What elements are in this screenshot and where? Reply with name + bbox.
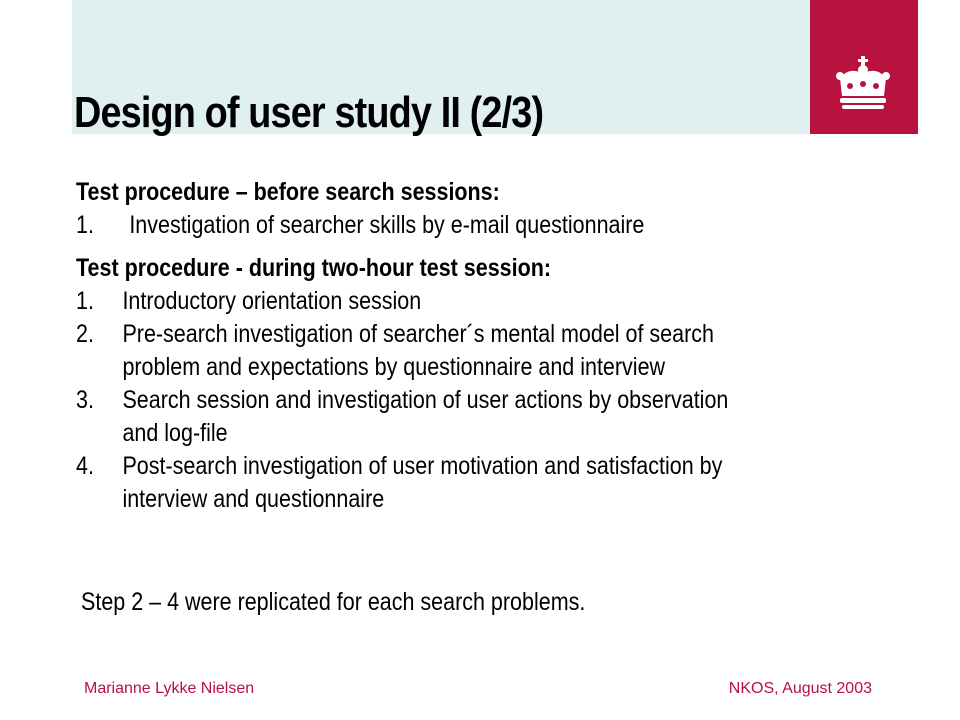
slide-title: Design of user study II (2/3) (74, 88, 544, 137)
list-item (76, 285, 833, 318)
item-text: Investigation of searcher skills by e-mail questionnaire (129, 211, 645, 239)
section-heading: Test procedure - during two-hour test session: (76, 254, 552, 282)
section-during-session (76, 252, 833, 516)
footer-author: Marianne Lykke Nielsen (84, 680, 255, 697)
section-before-sessions (76, 176, 833, 242)
item-number: 4. (76, 452, 94, 480)
list-item (76, 209, 833, 242)
item-text-continued: and log-file (122, 419, 228, 447)
item-text: Pre-search investigation of searcher´s mental model of search (122, 320, 714, 348)
item-text: Search session and investigation of user actions by observation (122, 386, 729, 414)
crown-icon (810, 0, 916, 134)
item-text-continued: problem and expectations by questionnaire and interview (122, 353, 666, 381)
item-text: Introductory orientation session (122, 287, 422, 315)
list-item (76, 384, 833, 450)
summary-text: Step 2 – 4 were replicated for each search problems. (81, 588, 586, 616)
step-list (76, 209, 833, 242)
list-item (76, 318, 833, 384)
logo-divider (916, 0, 918, 134)
item-number: 3. (76, 386, 94, 414)
slide-content (76, 176, 833, 516)
item-number: 2. (76, 320, 94, 348)
item-number: 1. (76, 211, 94, 239)
step-list (76, 285, 833, 516)
item-number: 1. (76, 287, 94, 315)
item-text: Post-search investigation of user motivation and satisfaction by (122, 452, 723, 480)
logo (810, 0, 916, 134)
item-text-continued: interview and questionnaire (122, 485, 385, 513)
footer-event: NKOS, August 2003 (728, 680, 872, 697)
list-item (76, 450, 833, 516)
section-heading: Test procedure – before search sessions: (76, 178, 500, 206)
